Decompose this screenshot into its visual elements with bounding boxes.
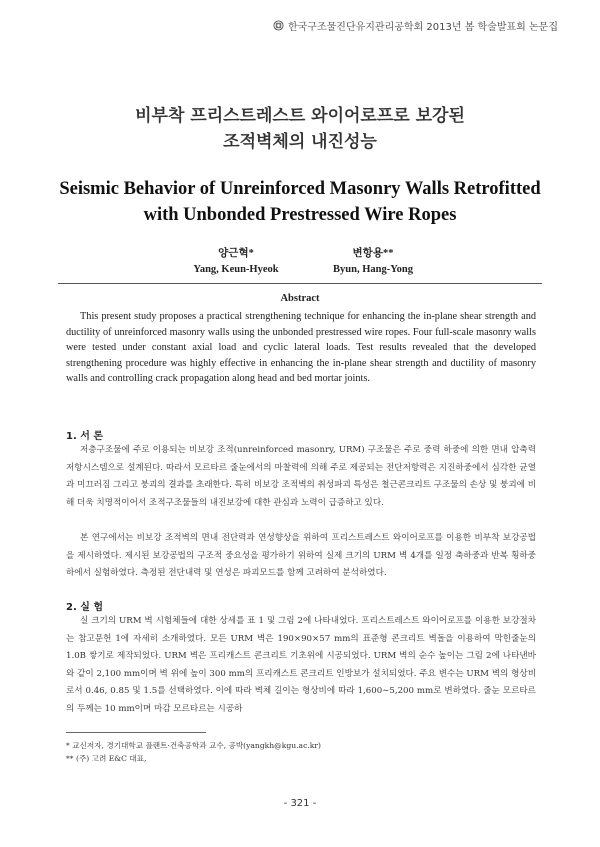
author-2-korean: 변항용** <box>352 248 394 259</box>
korean-title-line2: 조적벽체의 내진성능 <box>223 132 377 152</box>
author-1 <box>166 246 306 278</box>
abstract-heading: Abstract <box>280 293 320 304</box>
english-title-line1: Seismic Behavior of Unreinforced Masonry Walls Retrofitted <box>59 179 541 199</box>
abstract-text: This present study proposes a practical strengthening technique for enhancing the in-plane shear strength and ductility of unreinforced masonry walls using the unbonded prestressed wire ropes. Four full-scale masonry walls were tested under constant axial load and cyclic lateral loads. Test results revealed that the developed strengthening procedure was highly effective in enhancing the in-plane shear strength and ductility of masonry walls and controlling crack propagation along head and bed mortar joints. <box>66 311 536 384</box>
english-title-line2: with Unbonded Prestressed Wire Ropes <box>143 205 457 225</box>
korean-title <box>0 103 600 155</box>
footnote-divider <box>66 732 206 733</box>
section-1-paragraph-2: 본 연구에서는 비보강 조적벽의 면내 전단력과 연성향상을 위하여 프리스트레스트 와이어로프를 이용한 비부착 보강공법을 제시하였다. 제시된 보강공법의 구조적 중요성을 평가하기 위하여 실제 크기의 URM 벽 4개를 일정 축하중과 반복 횡하중 하에서 실험하였다. 측정된 전단내력 및 연성은 파괴모드를 함께 고려하여 분석하였다. <box>66 533 536 579</box>
header-divider <box>58 283 542 284</box>
section-2-heading: 2. 실 험 <box>66 602 104 613</box>
journal-name: 한국구조물진단유지관리공학회 2013년 봄 학술발표회 논문집 <box>287 22 558 33</box>
footnote-1: * 교신저자, 경기대학교 플랜트·건축공학과 교수, 공박(yangkh@kgu.ac.kr) <box>66 741 321 750</box>
page-number: - 321 - <box>283 798 317 809</box>
english-title <box>0 176 600 228</box>
author-2-english: Byun, Hang-Yong <box>333 264 413 275</box>
author-1-english: Yang, Keun-Hyeok <box>193 264 279 275</box>
author-2 <box>303 246 443 278</box>
society-logo-icon <box>273 20 284 31</box>
footnote-2: ** (주) 고려 E&C 대표, <box>66 754 147 763</box>
korean-title-line1: 비부착 프리스트레스트 와이어로프로 보강된 <box>135 106 465 126</box>
section-2-paragraph-1: 실 크기의 URM 벽 시험체들에 대한 상세를 표 1 및 그림 2에 나타내었다. 프리스트레스트 와이어로프를 이용한 보강절차는 참고문헌 1에 자세히 소개하였다. 모든 URM 벽은 190×90×57 mm의 표준형 콘크리트 벽돌을 이용하여 막힌줄눈의 1.0B 쌓기로 제작되었다. URM 벽은 프리캐스트 콘크리트 기초위에 시공되었다. URM 벽의 순수 높이는 그림 2에 나타낸바와 같이 2,100 mm이며 벽 위에 높이 300 mm의 프리캐스트 콘크리트 인방보가 설치되었다. 주요 변수는 URM 벽의 형상비로서 0.46, 0.85 및 1.5를 선택하였다. 이에 따라 벽체 길이는 형상비에 따라 1,600∼5,200 mm로 변하였다. 줄눈 모르타르의 두께는 10 mm이며 마감 모르타르는 시공하 <box>66 616 536 714</box>
section-1-heading: 1. 서 론 <box>66 431 104 442</box>
author-1-korean: 양근혁* <box>218 248 254 259</box>
section-1-paragraph-1: 저층구조물에 주로 이용되는 비보강 조적(unreinforced masonry, URM) 구조물은 주로 중력 하중에 의한 면내 압축력 저항시스템으로 설계된다. 따라서 모르타르 줄눈에서의 마찰력에 의해 주로 제공되는 전단저항력은 지진하중에서 심각한 균열과 미끄러짐 그리고 붕괴의 결과를 초래한다. 특히 비보강 조적벽의 취성파괴 특성은 철근콘크리트 구조물의 손상 및 붕괴에 비해 더욱 치명적이어서 조적구조물들의 내진보강에 대한 관심과 노력이 급증하고 있다. <box>66 445 536 508</box>
journal-header <box>273 18 558 33</box>
